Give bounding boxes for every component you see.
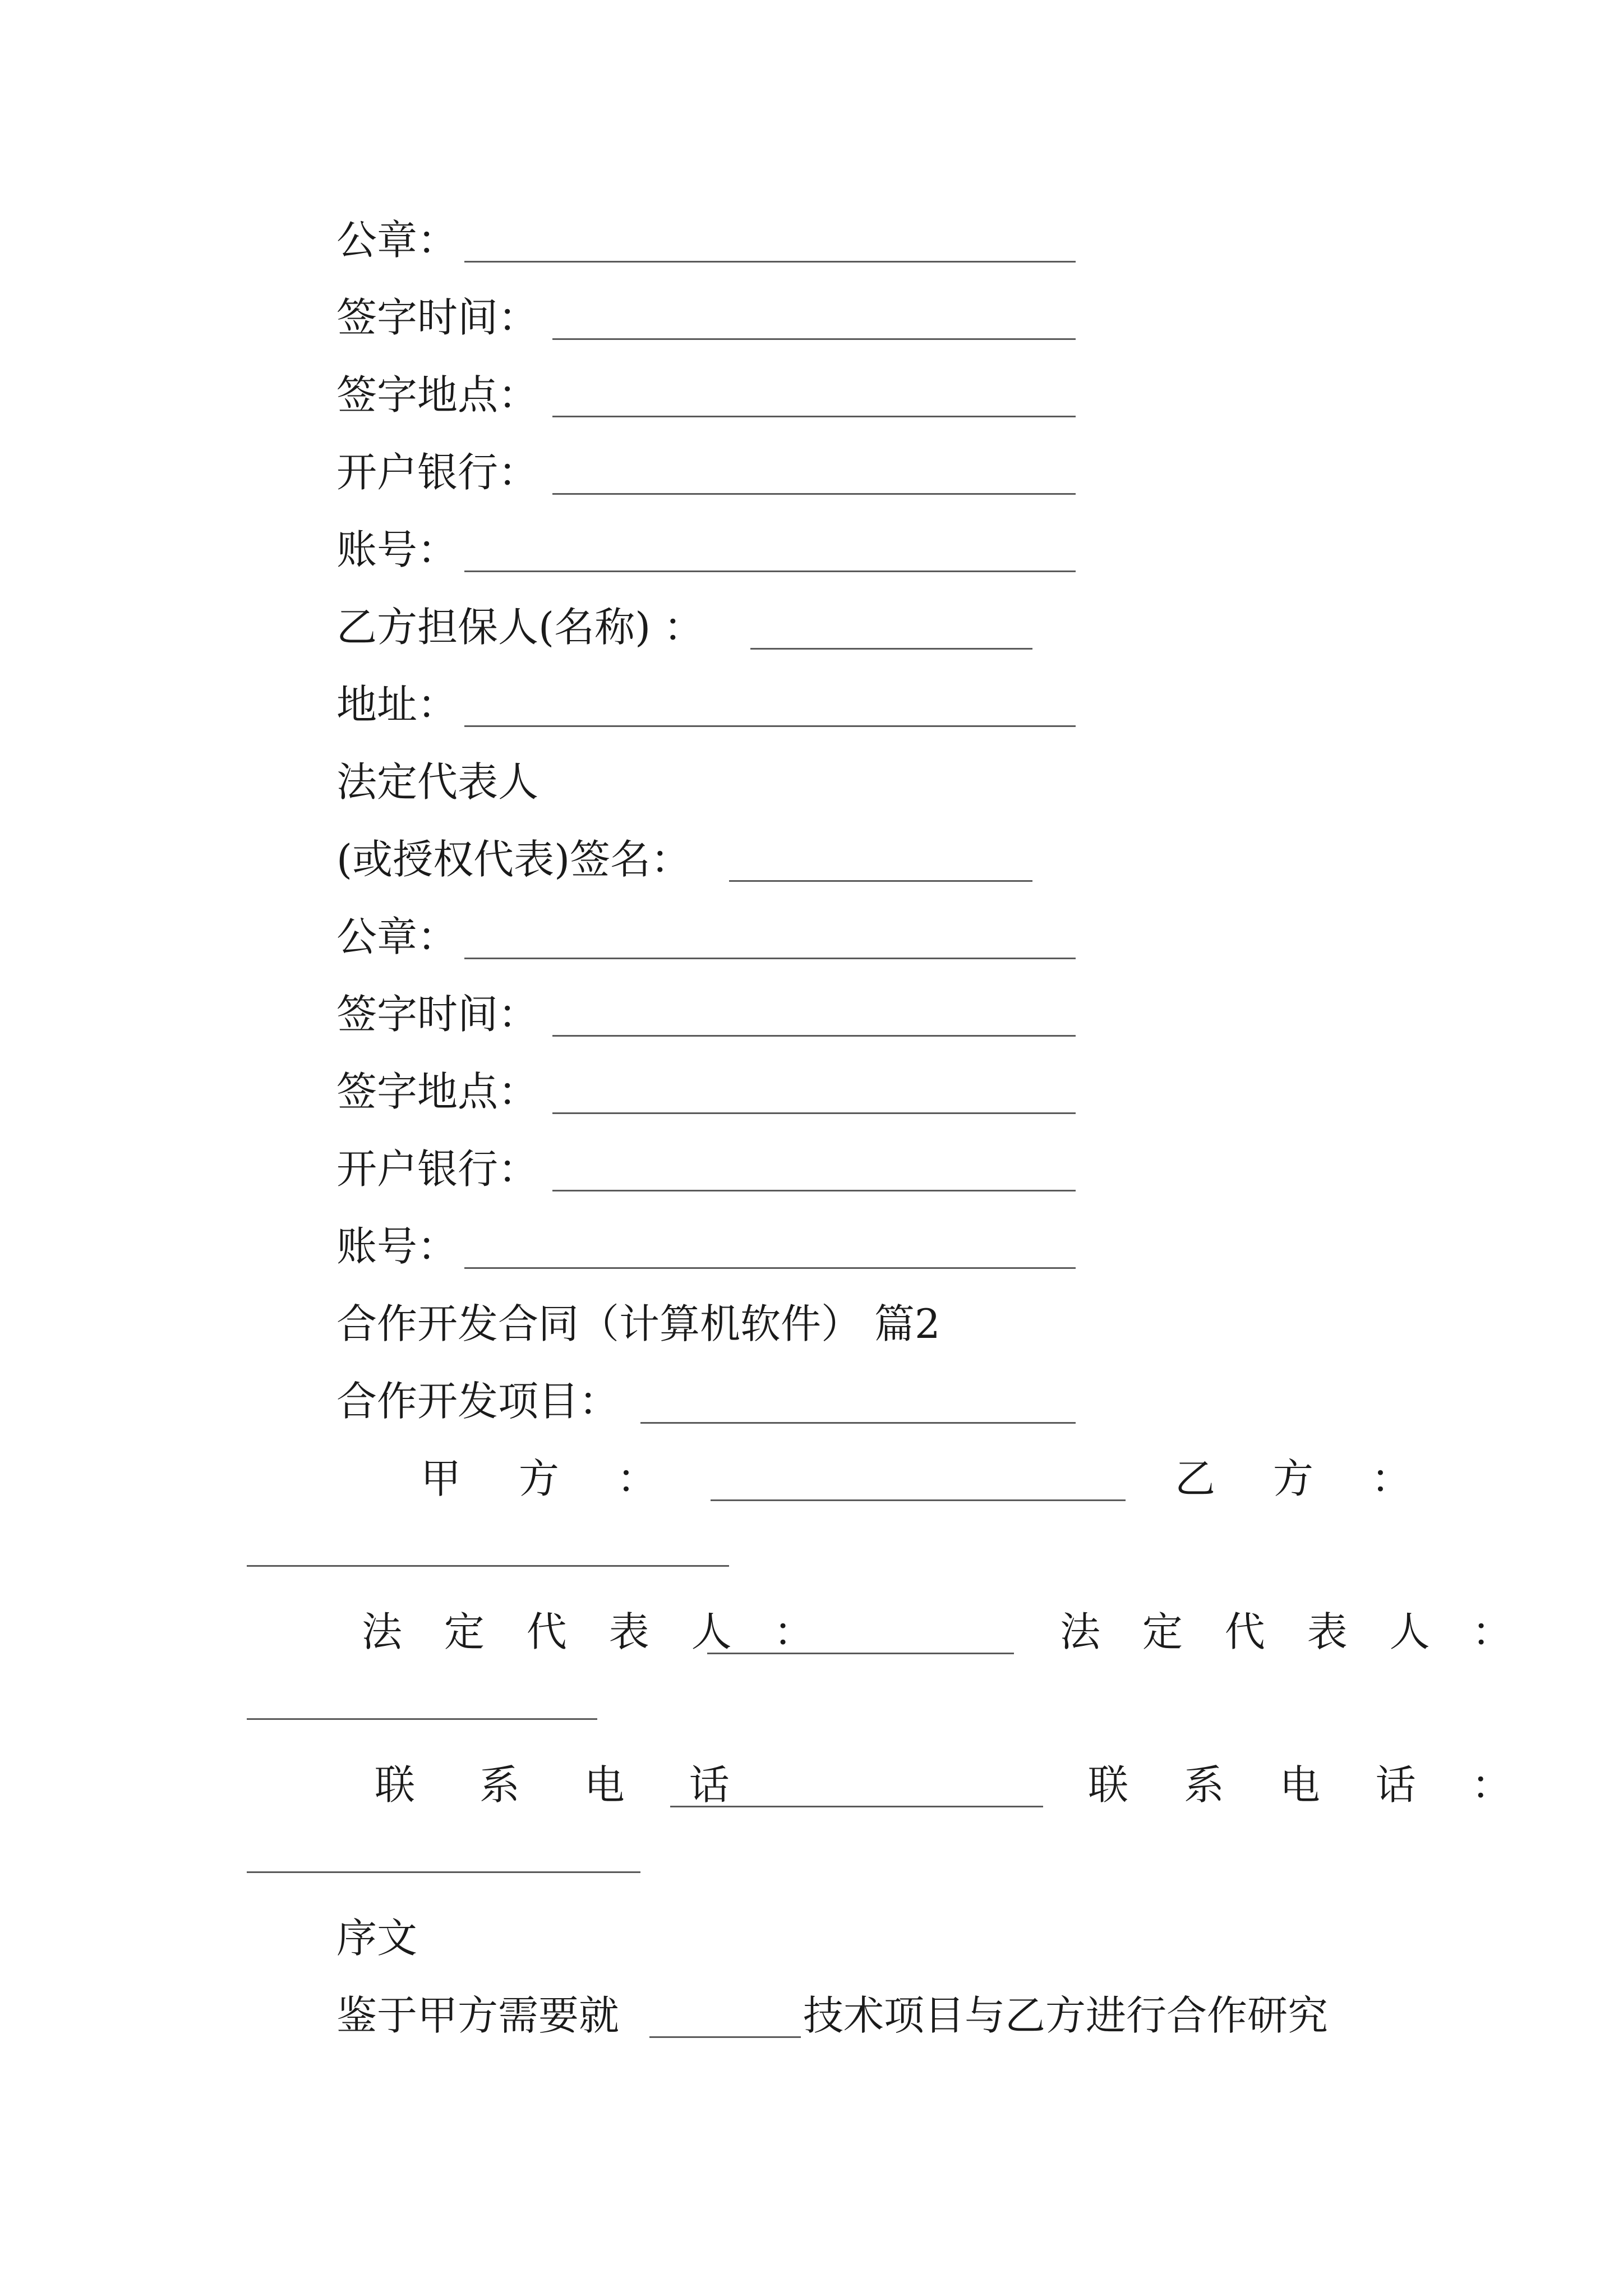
guarantor-seal-blank[interactable]: [464, 958, 1076, 959]
account-blank[interactable]: [464, 570, 1076, 572]
party-a-phone-blank[interactable]: [670, 1806, 1043, 1807]
bank-blank[interactable]: [552, 493, 1076, 495]
sign-place-blank[interactable]: [552, 416, 1076, 417]
party-b-label: 乙 方 ：: [1175, 1455, 1434, 1502]
preface-text-start: 鉴于甲方需要就: [336, 1992, 620, 2039]
account-label: 账号：: [336, 526, 458, 573]
preface-heading: 序文: [336, 1915, 418, 1962]
party-a-phone-label: 联 系 电 话: [375, 1761, 755, 1809]
bank-label: 开户银行：: [336, 449, 539, 496]
guarantor-account-blank[interactable]: [464, 1267, 1076, 1269]
seal-label: 公章：: [336, 217, 458, 264]
party-b-blank[interactable]: [247, 1565, 729, 1567]
party-a-blank[interactable]: [711, 1499, 1126, 1501]
party-b-phone-blank[interactable]: [247, 1871, 640, 1873]
guarantor-address-blank[interactable]: [464, 725, 1076, 727]
guarantor-seal-label: 公章：: [336, 913, 458, 960]
guarantor-address-label: 地址：: [336, 681, 458, 728]
sign-time-label: 签字时间：: [336, 294, 539, 341]
guarantor-sign-place-label: 签字地点：: [336, 1068, 539, 1115]
party-a-rep-blank[interactable]: [707, 1653, 1014, 1654]
guarantor-bank-blank[interactable]: [552, 1190, 1076, 1191]
preface-project-blank[interactable]: [649, 2036, 801, 2038]
party-a-label: 甲 方 ：: [421, 1455, 680, 1502]
guarantor-bank-label: 开户银行：: [336, 1145, 539, 1193]
project-label: 合作开发项目：: [336, 1378, 620, 1425]
party-a-rep-label: 法 定 代 表 人 ：: [362, 1608, 829, 1655]
project-blank[interactable]: [640, 1422, 1076, 1424]
preface-text-end: 技术项目与乙方进行合作研究: [803, 1992, 1329, 2039]
guarantor-name-blank[interactable]: [750, 648, 1032, 650]
guarantor-name-label: 乙方担保人(名称) ：: [336, 604, 704, 651]
sign-time-blank[interactable]: [552, 338, 1076, 340]
guarantor-sign-time-label: 签字时间：: [336, 991, 539, 1038]
party-b-rep-blank[interactable]: [247, 1718, 597, 1720]
guarantor-legal-rep-label: 法定代表人: [336, 758, 539, 806]
seal-blank[interactable]: [464, 261, 1076, 263]
guarantor-sign-blank[interactable]: [729, 880, 1032, 882]
party-b-rep-label: 法 定 代 表 人 ：: [1060, 1608, 1527, 1655]
guarantor-account-label: 账号：: [336, 1223, 458, 1270]
sign-place-label: 签字地点：: [336, 371, 539, 418]
guarantor-sign-place-blank[interactable]: [552, 1112, 1076, 1114]
contract-title: 合作开发合同（计算机软件） 篇2: [336, 1300, 940, 1347]
guarantor-sign-time-blank[interactable]: [552, 1035, 1076, 1037]
party-b-phone-label: 联 系 电 话 ：: [1088, 1761, 1533, 1809]
guarantor-authorized-sign-label: (或授权代表)签名：: [336, 836, 691, 883]
